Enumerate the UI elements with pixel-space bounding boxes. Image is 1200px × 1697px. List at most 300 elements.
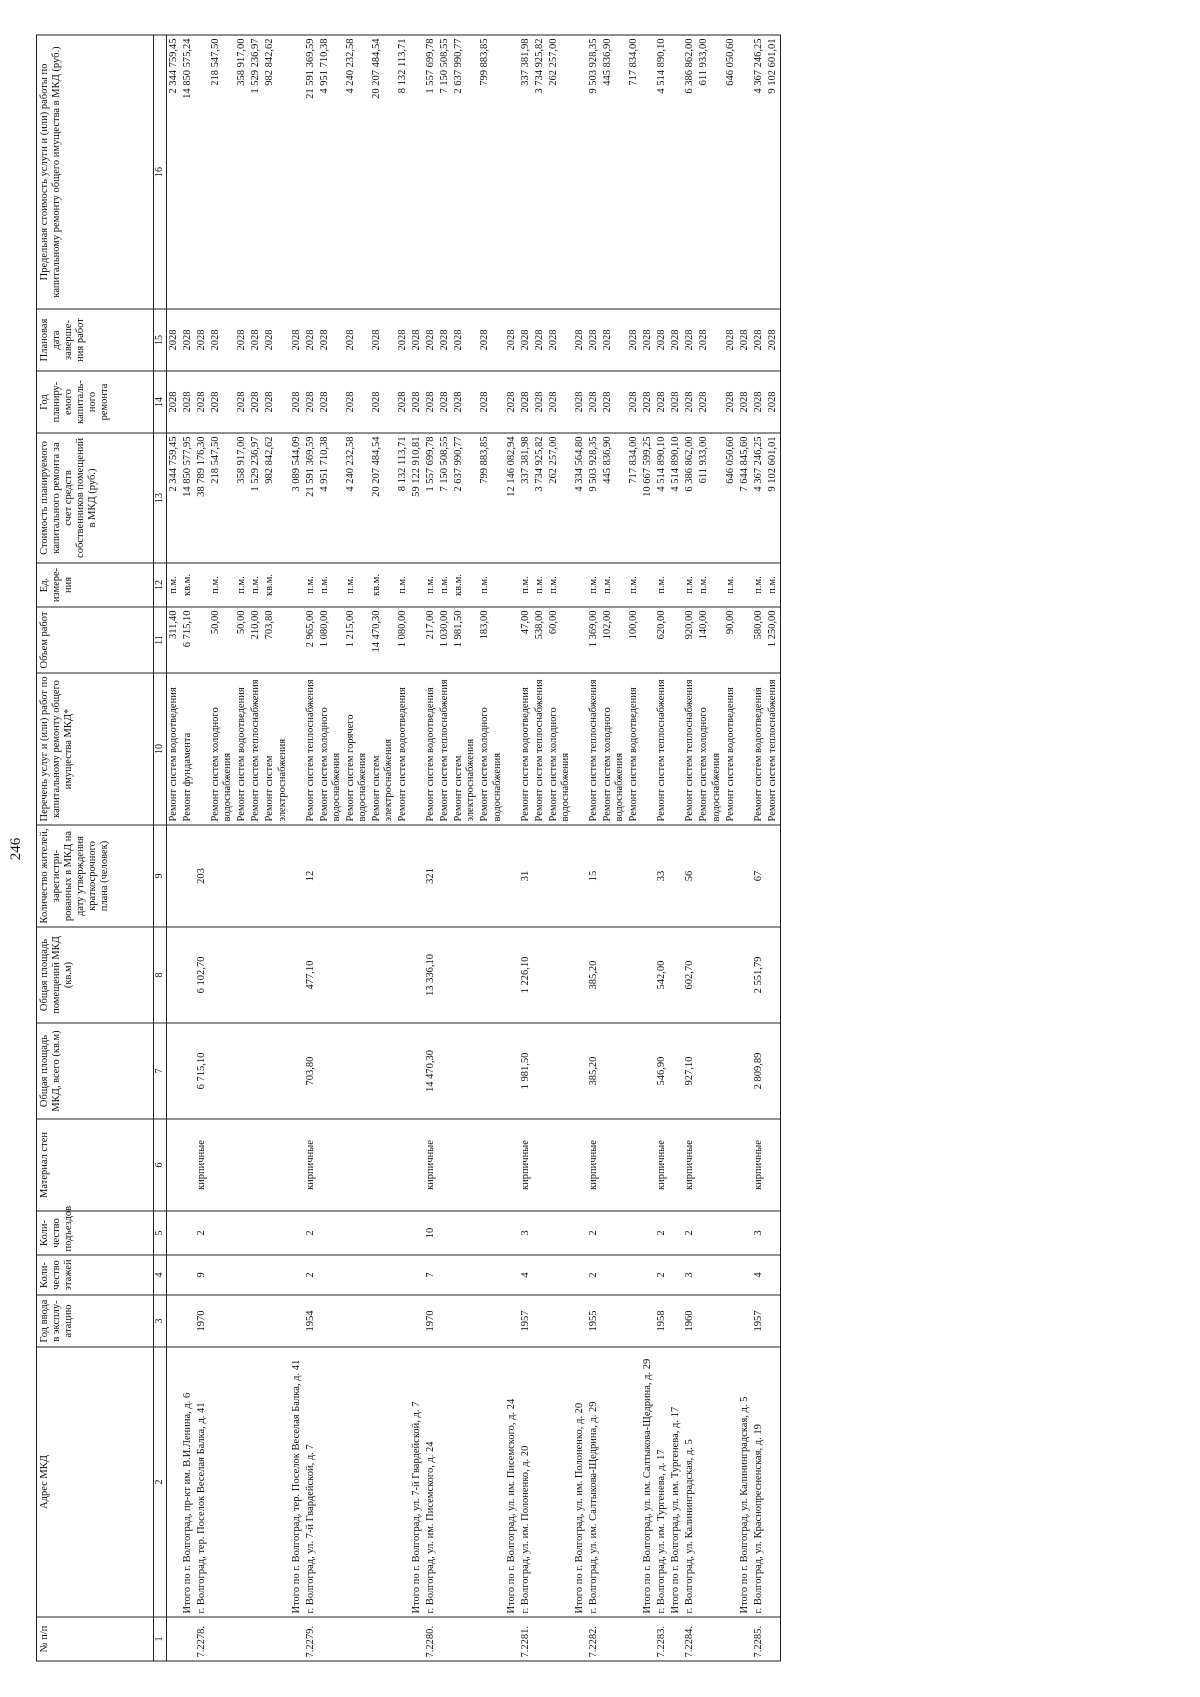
table-cell [396, 927, 410, 1023]
table-cell: 4 240 232,58 [344, 433, 370, 563]
table-cell: кв.м. [452, 563, 478, 607]
table-row [519, 35, 533, 1661]
table-cell: Ремонт систем холодного водоснабжения [209, 673, 235, 825]
column-number: 8 [154, 927, 167, 1023]
table-cell: 2028 [410, 309, 424, 371]
table-cell: 50,00 [235, 607, 249, 673]
column-number-row [154, 35, 167, 1661]
table-cell: 2028 [396, 309, 410, 371]
table-cell: 217,00 [424, 607, 438, 673]
table-cell [195, 35, 209, 309]
table-cell: Итого по г. Волгоград, тер. Поселок Веселая Балка, д. 41 [290, 1347, 304, 1617]
table-cell [573, 927, 587, 1023]
table-cell [344, 1255, 370, 1295]
table-cell: Ремонт систем водоотведения [752, 673, 766, 825]
table-cell: 4 367 246,25 [752, 35, 766, 309]
table-cell: 321 [424, 825, 438, 927]
table-cell: 311,40 [167, 607, 182, 673]
table-cell: 2028 [752, 371, 766, 433]
table-cell: 799 883,85 [478, 35, 504, 309]
table-cell [167, 1347, 182, 1617]
table-cell: 1 080,00 [396, 607, 410, 673]
table-cell [344, 1295, 370, 1347]
table-body [167, 35, 781, 1661]
table-row [505, 35, 519, 1661]
table-cell [505, 1295, 519, 1347]
table-cell [249, 1211, 263, 1255]
table-cell [235, 825, 249, 927]
table-cell [641, 1119, 655, 1211]
table-cell: 38 789 176,30 [195, 433, 209, 563]
table-cell [167, 1617, 182, 1661]
table-cell [573, 607, 587, 673]
table-cell [290, 1119, 304, 1211]
table-cell [410, 563, 424, 607]
table-cell: 2028 [587, 309, 601, 371]
table-cell [505, 825, 519, 927]
table-cell: 7.2285. [752, 1617, 766, 1661]
table-cell [669, 563, 683, 607]
table-cell [181, 1119, 195, 1211]
table-cell: 7.2279. [304, 1617, 318, 1661]
table-cell [370, 1023, 396, 1119]
table-cell: 2028 [478, 309, 504, 371]
table-cell: Ремонт систем электроснабжения [263, 673, 289, 825]
table-cell: 21 591 369,59 [304, 35, 318, 309]
table-cell: 59 122 910,81 [410, 433, 424, 563]
table-cell [766, 1211, 781, 1255]
table-cell: 6 715,10 [195, 1023, 209, 1119]
table-cell: 7 644 845,60 [738, 433, 752, 563]
table-cell [505, 1023, 519, 1119]
table-cell: 1958 [655, 1295, 669, 1347]
table-cell: 703,80 [304, 1023, 318, 1119]
table-cell [410, 1255, 424, 1295]
table-cell: 2 [304, 1211, 318, 1255]
table-cell: п.м. [478, 563, 504, 607]
table-cell: Ремонт систем теплоснабжения [683, 673, 697, 825]
table-cell: Итого по г. Волгоград, ул. им. Полоненко, д. 20 [573, 1347, 587, 1617]
table-cell [738, 673, 752, 825]
table-cell: 1 369,00 [587, 607, 601, 673]
table-cell: 2028 [290, 309, 304, 371]
table-cell: 2028 [318, 309, 344, 371]
table-cell [697, 1023, 723, 1119]
table-cell [697, 825, 723, 927]
table-cell: 920,00 [683, 607, 697, 673]
table-cell [290, 673, 304, 825]
table-cell: кв.м. [263, 563, 289, 607]
table-cell [478, 927, 504, 1023]
table-cell [766, 1295, 781, 1347]
table-cell [181, 1295, 195, 1347]
table-cell: 183,00 [478, 607, 504, 673]
table-cell: Итого по г. Волгоград, ул. им. Салтыкова-Щедрина, д. 29 [641, 1347, 655, 1617]
table-cell [724, 1295, 738, 1347]
table-cell [547, 1295, 573, 1347]
table-cell [478, 1211, 504, 1255]
table-cell [641, 1023, 655, 1119]
table-cell [370, 825, 396, 927]
table-cell: 2 [587, 1255, 601, 1295]
table-cell [410, 1119, 424, 1211]
table-cell: Ремонт систем теплоснабжения [438, 673, 452, 825]
table-cell [235, 1211, 249, 1255]
table-cell: 385,20 [587, 927, 601, 1023]
table-cell [627, 1255, 641, 1295]
table-cell [669, 35, 683, 309]
table-cell: 2028 [505, 371, 519, 433]
table-cell [766, 1023, 781, 1119]
table-cell: 7 [424, 1255, 438, 1295]
table-cell: 2 [587, 1211, 601, 1255]
table-row [738, 35, 752, 1661]
table-cell [249, 1347, 263, 1617]
table-cell [235, 1255, 249, 1295]
table-cell: 33 [655, 825, 669, 927]
table-cell: 1 250,00 [766, 607, 781, 673]
table-cell [669, 1295, 683, 1347]
table-cell [263, 1347, 289, 1617]
table-cell [697, 1347, 723, 1617]
column-header: Коли-чество этажей [37, 1255, 154, 1295]
table-cell [601, 825, 627, 927]
table-cell: 2028 [235, 371, 249, 433]
table-row [627, 35, 641, 1661]
table-cell [641, 1211, 655, 1255]
table-cell: Итого по г. Волгоград, ул. Калининградская, д. 5 [738, 1347, 752, 1617]
table-cell [410, 1211, 424, 1255]
table-cell [547, 825, 573, 927]
column-number: 12 [154, 563, 167, 607]
table-cell: п.м. [683, 563, 697, 607]
table-cell [724, 1347, 738, 1617]
table-cell: 3 [519, 1211, 533, 1255]
table-cell [505, 563, 519, 607]
table-cell [318, 825, 344, 927]
table-cell [438, 825, 452, 927]
table-cell: 385,20 [587, 1023, 601, 1119]
table-cell: 67 [752, 825, 766, 927]
table-cell [505, 1617, 519, 1661]
table-cell: 3 734 925,82 [533, 433, 547, 563]
table-cell: 2 [655, 1211, 669, 1255]
table-cell [533, 1295, 547, 1347]
table-cell: 2028 [452, 371, 478, 433]
table-cell [396, 1295, 410, 1347]
table-cell: 2 344 759,45 [167, 35, 182, 309]
column-number: 4 [154, 1255, 167, 1295]
table-row [438, 35, 452, 1661]
table-cell [573, 1255, 587, 1295]
table-cell [318, 1617, 344, 1661]
table-cell [547, 1023, 573, 1119]
table-row [641, 35, 655, 1661]
table-cell: 2028 [738, 309, 752, 371]
table-cell [669, 1617, 683, 1661]
table-cell [601, 1023, 627, 1119]
capital-repair-table [36, 34, 781, 1661]
table-cell [195, 673, 209, 825]
table-cell [396, 1023, 410, 1119]
table-cell: п.м. [587, 563, 601, 607]
table-row [655, 35, 669, 1661]
table-cell [370, 1617, 396, 1661]
table-cell: 1955 [587, 1295, 601, 1347]
table-row [181, 35, 195, 1661]
table-cell: 7.2278. [195, 1617, 209, 1661]
table-cell [547, 1617, 573, 1661]
table-cell [505, 927, 519, 1023]
table-cell: 620,00 [655, 607, 669, 673]
table-cell [766, 927, 781, 1023]
table-cell: 2028 [424, 371, 438, 433]
table-cell [290, 1211, 304, 1255]
table-cell [318, 1119, 344, 1211]
table-cell [697, 1119, 723, 1211]
table-cell [601, 1255, 627, 1295]
table-cell: 50,00 [209, 607, 235, 673]
table-cell: Ремонт систем теплоснабжения [655, 673, 669, 825]
column-header: Год планиру-емого капиталь-ного ремонта [37, 371, 154, 433]
table-cell: кирпичные [304, 1119, 318, 1211]
table-cell [318, 1255, 344, 1295]
table-cell [627, 1211, 641, 1255]
table-cell: 2028 [344, 309, 370, 371]
table-cell: 140,00 [697, 607, 723, 673]
table-cell [452, 1617, 478, 1661]
table-row [396, 35, 410, 1661]
table-cell [738, 1255, 752, 1295]
table-cell: 102,00 [601, 607, 627, 673]
table-row [209, 35, 235, 1661]
table-cell: 2 551,79 [752, 927, 766, 1023]
table-cell [766, 1255, 781, 1295]
table-cell [452, 927, 478, 1023]
table-cell [533, 1255, 547, 1295]
column-number: 16 [154, 35, 167, 309]
table-cell [249, 1255, 263, 1295]
table-cell [533, 825, 547, 927]
table-cell [452, 1119, 478, 1211]
table-cell [370, 1211, 396, 1255]
table-cell: 6 386 862,00 [683, 433, 697, 563]
table-cell: Ремонт систем водоотведения [724, 673, 738, 825]
table-cell: 262 257,00 [547, 35, 573, 309]
table-cell: 2028 [167, 309, 182, 371]
column-header: № п/п [37, 1617, 154, 1661]
table-cell [438, 1255, 452, 1295]
table-cell: п.м. [601, 563, 627, 607]
table-cell [209, 1617, 235, 1661]
table-cell: 2028 [249, 371, 263, 433]
table-cell [547, 927, 573, 1023]
table-cell [263, 1119, 289, 1211]
table-cell: п.м. [697, 563, 723, 607]
table-cell: 2 [655, 1255, 669, 1295]
table-cell [478, 1255, 504, 1295]
column-number: 11 [154, 607, 167, 673]
table-cell [438, 1347, 452, 1617]
table-row [370, 35, 396, 1661]
table-row [533, 35, 547, 1661]
table-cell: 2028 [209, 371, 235, 433]
table-cell: 2028 [533, 309, 547, 371]
table-cell: 358 917,00 [235, 433, 249, 563]
table-cell [209, 1211, 235, 1255]
table-cell: Ремонт фундамента [181, 673, 195, 825]
column-number: 15 [154, 309, 167, 371]
table-cell [167, 1255, 182, 1295]
table-cell [209, 1295, 235, 1347]
table-cell [410, 825, 424, 927]
table-cell: 1 215,00 [344, 607, 370, 673]
table-cell [627, 825, 641, 927]
table-cell: п.м. [344, 563, 370, 607]
table-row [478, 35, 504, 1661]
table-cell: 9 102 601,01 [766, 433, 781, 563]
table-cell: 4 951 710,38 [318, 35, 344, 309]
table-cell: п.м. [519, 563, 533, 607]
table-cell [452, 1347, 478, 1617]
table-cell: 2028 [438, 371, 452, 433]
table-cell: 982 842,62 [263, 433, 289, 563]
table-cell [573, 1617, 587, 1661]
table-cell: 445 836,90 [601, 35, 627, 309]
table-cell [263, 1211, 289, 1255]
table-cell: 2028 [641, 309, 655, 371]
table-cell [249, 825, 263, 927]
table-cell: Ремонт систем водоотведения [627, 673, 641, 825]
table-cell: Ремонт систем горячего водоснабжения [344, 673, 370, 825]
table-cell: п.м. [249, 563, 263, 607]
table-cell: п.м. [235, 563, 249, 607]
table-cell: Ремонт систем теплоснабжения [304, 673, 318, 825]
table-cell [697, 927, 723, 1023]
table-cell: 2028 [181, 371, 195, 433]
table-cell [547, 1119, 573, 1211]
table-cell [370, 1295, 396, 1347]
table-cell [263, 1255, 289, 1295]
table-cell [396, 1255, 410, 1295]
table-cell: 4 951 710,38 [318, 433, 344, 563]
table-cell [410, 927, 424, 1023]
table-cell: Ремонт систем водоотведения [235, 673, 249, 825]
table-cell: 2028 [505, 309, 519, 371]
table-cell: Итого по г. Волгоград, ул. им. Писемского, д. 24 [505, 1347, 519, 1617]
table-cell: 2 [195, 1211, 209, 1255]
table-cell [235, 927, 249, 1023]
table-cell [573, 673, 587, 825]
table-cell [641, 825, 655, 927]
table-cell: 21 591 369,59 [304, 433, 318, 563]
table-cell: 580,00 [752, 607, 766, 673]
table-cell: 2028 [370, 309, 396, 371]
column-number: 6 [154, 1119, 167, 1211]
table-cell [249, 1023, 263, 1119]
table-cell: п.м. [424, 563, 438, 607]
table-cell: 9 [195, 1255, 209, 1295]
table-cell [505, 1255, 519, 1295]
table-cell: 4 240 232,58 [344, 35, 370, 309]
table-cell: 203 [195, 825, 209, 927]
table-cell [263, 1295, 289, 1347]
table-cell [669, 1211, 683, 1255]
table-cell [505, 1211, 519, 1255]
table-cell: 8 132 113,71 [396, 433, 410, 563]
table-row [304, 35, 318, 1661]
table-cell: 1 981,50 [452, 607, 478, 673]
table-cell: Итого по г. Волгоград, ул. 7-й Гвардейской, д. 7 [410, 1347, 424, 1617]
column-header: Адрес МКД [37, 1347, 154, 1617]
table-cell [263, 825, 289, 927]
table-cell [669, 1255, 683, 1295]
table-cell: 1 030,00 [438, 607, 452, 673]
table-cell: кв.м. [370, 563, 396, 607]
table-cell [167, 1023, 182, 1119]
table-row [195, 35, 209, 1661]
table-cell: 1 557 699,78 [424, 433, 438, 563]
table-cell [766, 1617, 781, 1661]
table-cell [724, 1617, 738, 1661]
table-cell [249, 1119, 263, 1211]
table-cell: 7.2284. [683, 1617, 697, 1661]
table-cell: 4 514 890,10 [655, 35, 669, 309]
column-number: 2 [154, 1347, 167, 1617]
table-cell: Ремонт систем теплоснабжения [533, 673, 547, 825]
table-cell [724, 825, 738, 927]
table-cell [396, 1211, 410, 1255]
table-cell: 611 933,00 [697, 433, 723, 563]
table-cell: Ремонт систем холодного водоснабжения [697, 673, 723, 825]
table-cell [573, 1023, 587, 1119]
table-cell: 2028 [519, 371, 533, 433]
table-cell [641, 673, 655, 825]
table-cell: п.м. [655, 563, 669, 607]
column-header: Коли-чество подъездов [37, 1211, 154, 1255]
table-cell [318, 1023, 344, 1119]
column-number: 5 [154, 1211, 167, 1255]
column-header: Предельная стоимость услуги и (или) работы по капитальному ремонту общего имущества в МКД (руб.) [37, 35, 154, 309]
table-cell: 1960 [683, 1295, 697, 1347]
table-cell: п.м. [766, 563, 781, 607]
table-cell: 8 132 113,71 [396, 35, 410, 309]
table-cell: 2028 [573, 371, 587, 433]
table-row [697, 35, 723, 1661]
table-cell [766, 1347, 781, 1617]
table-cell: 2028 [627, 371, 641, 433]
table-cell [533, 1211, 547, 1255]
table-row [587, 35, 601, 1661]
table-cell: 2028 [167, 371, 182, 433]
table-cell [724, 1211, 738, 1255]
table-cell [249, 1617, 263, 1661]
table-cell: 542,00 [655, 927, 669, 1023]
table-cell: Ремонт систем водоотведения [424, 673, 438, 825]
table-row [573, 35, 587, 1661]
table-cell [766, 1119, 781, 1211]
table-cell [370, 1119, 396, 1211]
table-header-row [37, 35, 154, 1661]
table-row [452, 35, 478, 1661]
table-cell [438, 1023, 452, 1119]
table-cell: 2028 [410, 371, 424, 433]
table-cell: 2028 [195, 309, 209, 371]
table-cell: кирпичные [519, 1119, 533, 1211]
table-cell [738, 825, 752, 927]
page-number: 246 [8, 837, 24, 860]
table-row [235, 35, 249, 1661]
